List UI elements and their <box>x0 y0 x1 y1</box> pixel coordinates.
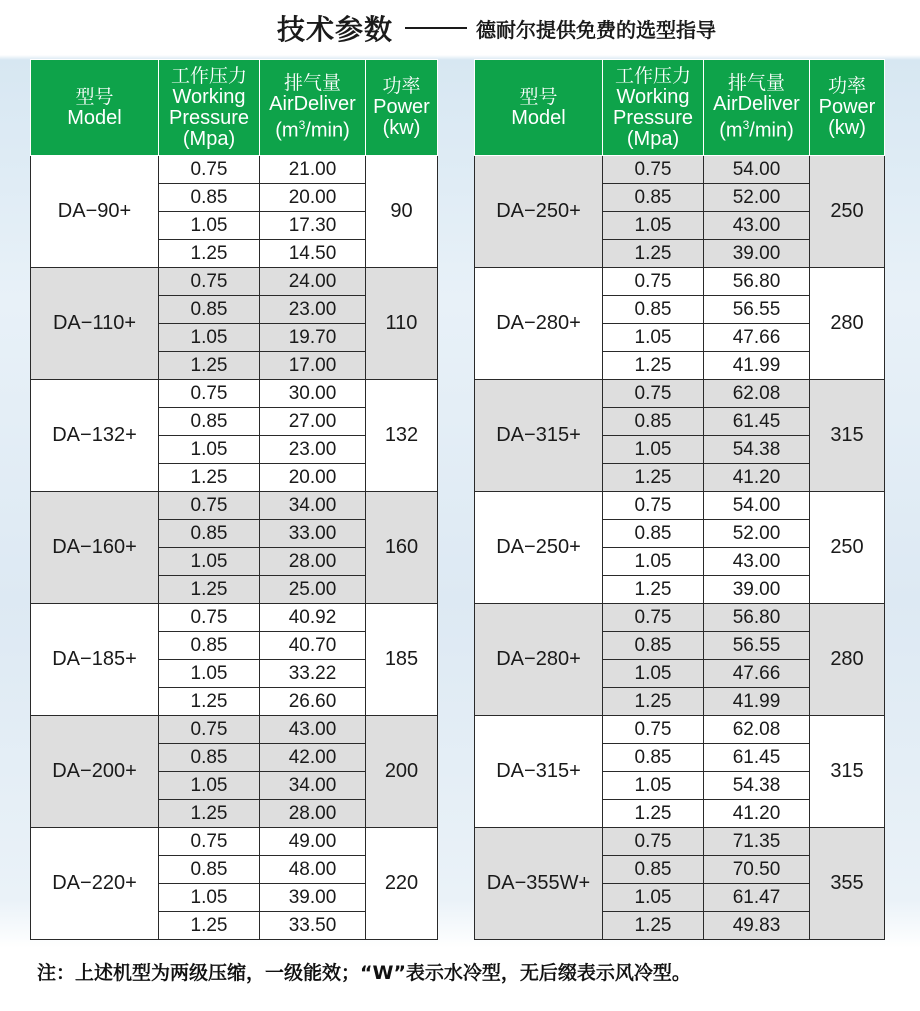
header-pressure <box>603 60 704 156</box>
header-air-en: AirDeliver <box>269 93 356 116</box>
pressure-cell: 1.25 <box>603 464 704 492</box>
air-deliver-cell: 23.00 <box>260 296 366 324</box>
pressure-cell: 1.25 <box>603 576 704 604</box>
air-deliver-cell: 62.08 <box>704 716 810 744</box>
pressure-cell: 0.75 <box>603 604 704 632</box>
pressure-cell: 1.05 <box>603 884 704 912</box>
pressure-cell: 1.25 <box>603 688 704 716</box>
header-air-unit-pre: (m <box>719 119 743 142</box>
header-model-zh: 型号 <box>519 85 558 108</box>
pressure-cell: 0.85 <box>159 184 260 212</box>
air-deliver-cell: 41.20 <box>704 800 810 828</box>
header-power-zh: 功率 <box>382 75 421 97</box>
table-row <box>31 380 438 408</box>
power-cell: 280 <box>810 268 885 380</box>
air-deliver-cell: 47.66 <box>704 660 810 688</box>
pressure-cell: 0.85 <box>603 632 704 660</box>
model-cell: DA−315+ <box>475 380 603 492</box>
table-row <box>475 268 885 296</box>
spec-table-right <box>474 59 885 940</box>
header-pressure-unit: (Mpa) <box>182 127 236 150</box>
pressure-cell: 1.25 <box>159 912 260 940</box>
power-cell: 250 <box>810 492 885 604</box>
header-pressure <box>159 60 260 156</box>
pressure-cell: 1.05 <box>159 212 260 240</box>
pressure-cell: 1.05 <box>603 324 704 352</box>
pressure-cell: 0.85 <box>159 520 260 548</box>
model-cell: DA−250+ <box>475 156 603 268</box>
header-power-en: Power <box>373 96 430 118</box>
pressure-cell: 1.05 <box>159 884 260 912</box>
air-deliver-cell: 41.99 <box>704 688 810 716</box>
pressure-cell: 0.85 <box>603 744 704 772</box>
air-deliver-cell: 21.00 <box>260 156 366 184</box>
air-deliver-cell: 20.00 <box>260 184 366 212</box>
air-deliver-cell: 34.00 <box>260 492 366 520</box>
air-deliver-cell: 54.38 <box>704 772 810 800</box>
header-air-deliver <box>260 60 366 156</box>
header-pressure-zh: 工作压力 <box>170 64 247 87</box>
pressure-cell: 0.85 <box>603 408 704 436</box>
air-deliver-cell: 56.80 <box>704 604 810 632</box>
header-pressure-zh: 工作压力 <box>614 64 691 87</box>
air-deliver-cell: 43.00 <box>704 212 810 240</box>
header-power-zh: 功率 <box>827 75 866 97</box>
pressure-cell: 1.05 <box>159 660 260 688</box>
air-deliver-cell: 48.00 <box>260 856 366 884</box>
pressure-cell: 0.85 <box>603 520 704 548</box>
pressure-cell: 0.85 <box>159 856 260 884</box>
power-cell: 185 <box>366 604 438 716</box>
power-cell: 200 <box>366 716 438 828</box>
power-cell: 220 <box>366 828 438 940</box>
air-deliver-cell: 61.45 <box>704 744 810 772</box>
air-deliver-cell: 54.00 <box>704 492 810 520</box>
air-deliver-cell: 47.66 <box>704 324 810 352</box>
power-cell: 315 <box>810 716 885 828</box>
header-pressure-unit: (Mpa) <box>626 127 680 150</box>
table-row <box>31 268 438 296</box>
air-deliver-cell: 24.00 <box>260 268 366 296</box>
model-cell: DA−250+ <box>475 492 603 604</box>
table-row <box>31 604 438 632</box>
air-deliver-cell: 23.00 <box>260 436 366 464</box>
air-deliver-cell: 56.55 <box>704 296 810 324</box>
pressure-cell: 1.05 <box>159 436 260 464</box>
title-divider <box>405 27 467 29</box>
pressure-cell: 0.75 <box>603 156 704 184</box>
air-deliver-cell: 26.60 <box>260 688 366 716</box>
air-deliver-cell: 61.45 <box>704 408 810 436</box>
table-row <box>31 156 438 184</box>
spec-table-left <box>30 59 438 940</box>
air-deliver-cell: 42.00 <box>260 744 366 772</box>
pressure-cell: 1.25 <box>159 576 260 604</box>
power-cell: 132 <box>366 380 438 492</box>
table-row <box>31 828 438 856</box>
air-deliver-cell: 19.70 <box>260 324 366 352</box>
header-model-zh: 型号 <box>75 85 114 108</box>
power-cell: 160 <box>366 492 438 604</box>
pressure-cell: 0.75 <box>159 828 260 856</box>
pressure-cell: 0.85 <box>159 408 260 436</box>
air-deliver-cell: 30.00 <box>260 380 366 408</box>
model-cell: DA−160+ <box>31 492 159 604</box>
pressure-cell: 1.25 <box>603 800 704 828</box>
header-air-unit-sup: 3 <box>742 118 750 133</box>
pressure-cell: 1.05 <box>603 660 704 688</box>
header-model <box>475 60 603 156</box>
header-air-unit-post: /min) <box>749 119 794 142</box>
power-cell: 90 <box>366 156 438 268</box>
power-cell: 315 <box>810 380 885 492</box>
table-row <box>31 492 438 520</box>
model-cell: DA−200+ <box>31 716 159 828</box>
pressure-cell: 0.75 <box>603 268 704 296</box>
power-cell: 110 <box>366 268 438 380</box>
air-deliver-cell: 62.08 <box>704 380 810 408</box>
header-row <box>475 60 885 156</box>
header-power-unit: (kw) <box>382 117 421 139</box>
pressure-cell: 1.25 <box>603 912 704 940</box>
pressure-cell: 1.25 <box>603 240 704 268</box>
pressure-cell: 1.05 <box>603 772 704 800</box>
air-deliver-cell: 61.47 <box>704 884 810 912</box>
pressure-cell: 0.85 <box>603 184 704 212</box>
air-deliver-cell: 52.00 <box>704 184 810 212</box>
header-air-zh: 排气量 <box>283 72 341 95</box>
header-air-unit-pre: (m <box>275 119 299 142</box>
pressure-cell: 0.75 <box>159 492 260 520</box>
model-cell: DA−185+ <box>31 604 159 716</box>
power-cell: 355 <box>810 828 885 940</box>
pressure-cell: 0.75 <box>159 268 260 296</box>
pressure-cell: 0.75 <box>159 380 260 408</box>
pressure-cell: 0.85 <box>159 744 260 772</box>
header-power <box>810 60 885 156</box>
model-cell: DA−90+ <box>31 156 159 268</box>
air-deliver-cell: 28.00 <box>260 548 366 576</box>
pressure-cell: 0.85 <box>603 296 704 324</box>
pressure-cell: 1.25 <box>159 464 260 492</box>
model-cell: DA−110+ <box>31 268 159 380</box>
table-row <box>475 828 885 856</box>
air-deliver-cell: 43.00 <box>704 548 810 576</box>
air-deliver-cell: 54.00 <box>704 156 810 184</box>
air-deliver-cell: 49.00 <box>260 828 366 856</box>
pressure-cell: 0.75 <box>159 604 260 632</box>
air-deliver-cell: 56.55 <box>704 632 810 660</box>
air-deliver-cell: 52.00 <box>704 520 810 548</box>
header-air-deliver <box>704 60 810 156</box>
table-row <box>475 604 885 632</box>
air-deliver-cell: 39.00 <box>704 240 810 268</box>
air-deliver-cell: 41.99 <box>704 352 810 380</box>
header-model <box>31 60 159 156</box>
power-cell: 280 <box>810 604 885 716</box>
air-deliver-cell: 71.35 <box>704 828 810 856</box>
pressure-cell: 0.75 <box>159 156 260 184</box>
header-power-unit: (kw) <box>828 117 866 139</box>
power-cell: 250 <box>810 156 885 268</box>
page-subtitle: 德耐尔提供免费的选型指导 <box>476 18 716 42</box>
table-row <box>475 156 885 184</box>
air-deliver-cell: 49.83 <box>704 912 810 940</box>
pressure-cell: 1.05 <box>603 548 704 576</box>
air-deliver-cell: 20.00 <box>260 464 366 492</box>
page-title: 技术参数 <box>277 13 394 46</box>
pressure-cell: 1.25 <box>603 352 704 380</box>
air-deliver-cell: 43.00 <box>260 716 366 744</box>
air-deliver-cell: 33.22 <box>260 660 366 688</box>
header-air-zh: 排气量 <box>727 72 785 95</box>
pressure-cell: 1.25 <box>159 800 260 828</box>
air-deliver-cell: 39.00 <box>704 576 810 604</box>
pressure-cell: 0.75 <box>603 828 704 856</box>
air-deliver-cell: 17.30 <box>260 212 366 240</box>
air-deliver-cell: 39.00 <box>260 884 366 912</box>
model-cell: DA−280+ <box>475 268 603 380</box>
air-deliver-cell: 41.20 <box>704 464 810 492</box>
pressure-cell: 1.05 <box>603 436 704 464</box>
air-deliver-cell: 33.00 <box>260 520 366 548</box>
pressure-cell: 1.25 <box>159 352 260 380</box>
air-deliver-cell: 28.00 <box>260 800 366 828</box>
pressure-cell: 1.05 <box>159 772 260 800</box>
air-deliver-cell: 34.00 <box>260 772 366 800</box>
header-air-unit-sup: 3 <box>298 118 306 133</box>
header-pressure-en2: Pressure <box>168 106 250 129</box>
table-row <box>475 716 885 744</box>
pressure-cell: 0.85 <box>603 856 704 884</box>
air-deliver-cell: 25.00 <box>260 576 366 604</box>
pressure-cell: 1.25 <box>159 688 260 716</box>
air-deliver-cell: 56.80 <box>704 268 810 296</box>
model-cell: DA−315+ <box>475 716 603 828</box>
header-model-en: Model <box>511 106 566 129</box>
table-row <box>31 716 438 744</box>
model-cell: DA−220+ <box>31 828 159 940</box>
air-deliver-cell: 54.38 <box>704 436 810 464</box>
pressure-cell: 1.05 <box>159 548 260 576</box>
header-row <box>31 60 438 156</box>
pressure-cell: 1.25 <box>159 240 260 268</box>
header-pressure-en2: Pressure <box>612 106 694 129</box>
pressure-cell: 0.75 <box>159 716 260 744</box>
header-model-en: Model <box>67 106 122 129</box>
header-pressure-en1: Working <box>172 85 246 108</box>
model-cell: DA−280+ <box>475 604 603 716</box>
pressure-cell: 0.75 <box>603 716 704 744</box>
header-power-en: Power <box>818 96 876 118</box>
air-deliver-cell: 17.00 <box>260 352 366 380</box>
air-deliver-cell: 14.50 <box>260 240 366 268</box>
air-deliver-cell: 33.50 <box>260 912 366 940</box>
air-deliver-cell: 40.92 <box>260 604 366 632</box>
model-cell: DA−132+ <box>31 380 159 492</box>
header-air-en: AirDeliver <box>713 93 800 116</box>
pressure-cell: 1.05 <box>603 212 704 240</box>
air-deliver-cell: 27.00 <box>260 408 366 436</box>
header-pressure-en1: Working <box>616 85 690 108</box>
pressure-cell: 0.85 <box>159 632 260 660</box>
table-row <box>475 492 885 520</box>
air-deliver-cell: 40.70 <box>260 632 366 660</box>
title-bar <box>0 0 920 52</box>
pressure-cell: 0.75 <box>603 380 704 408</box>
pressure-cell: 1.05 <box>159 324 260 352</box>
header-air-unit-post: /min) <box>305 119 350 142</box>
pressure-cell: 0.75 <box>603 492 704 520</box>
footnote: 注：上述机型为两级压缩，一级能效；“W”表示水冷型，无后缀表示风冷型。 <box>37 962 691 984</box>
header-power <box>366 60 438 156</box>
air-deliver-cell: 70.50 <box>704 856 810 884</box>
pressure-cell: 0.85 <box>159 296 260 324</box>
table-row <box>475 380 885 408</box>
model-cell: DA−355W+ <box>475 828 603 940</box>
